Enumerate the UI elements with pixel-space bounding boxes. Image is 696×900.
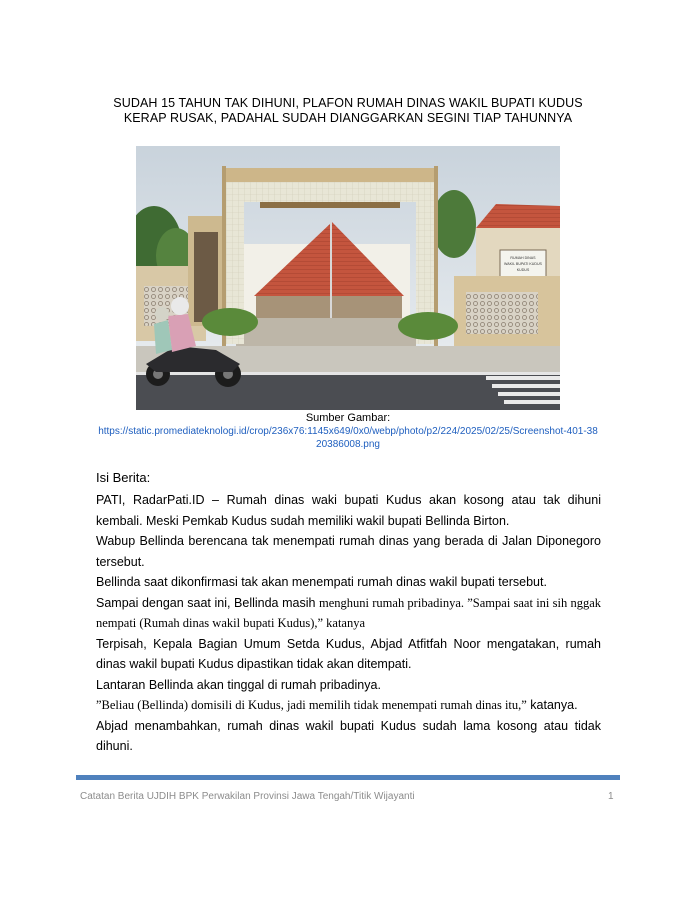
paragraph-1: PATI, RadarPati.ID – Rumah dinas waki bupati Kudus akan kosong atau tak dihuni kembali. Meski Pemkab Kudus sudah memiliki wakil bupati Bellinda Birton. [96,493,601,528]
paragraph-7-end: katanya. [526,698,578,712]
section-label: Isi Berita: [96,470,151,485]
paragraph-4-start: Sampai dengan saat ini, Bellinda masih [96,595,320,610]
image-source-link[interactable]: https://static.promediateknologi.id/crop/236x76:1145x649/0x0/webp/photo/p2/224/2025/02/25/Screenshot-401-3820386008.png [98,426,598,450]
signboard-line-2: WAKIL BUPATI KUDUS [504,262,542,266]
page-number: 1 [608,791,614,802]
paragraph-8: Abjad menambahkan, rumah dinas wakil bupati Kudus sudah lama kosong atau tidak dihuni. [96,718,601,753]
paragraph-7 [96,695,601,716]
paragraph-2: Wabup Bellinda berencana tak menempati rumah dinas yang berada di Jalan Diponegoro tersebut. [96,534,601,569]
paragraph-5: Terpisah, Kepala Bagian Umum Setda Kudus, Abjad Atfitfah Noor mengatakan, rumah dinas wakil bupati Kudus dipastikan tidak akan ditempati. [96,636,601,671]
paragraph-4 [96,593,601,634]
paragraph-3: Bellinda saat dikonfirmasi tak akan menempati rumah dinas wakil bupati tersebut. [96,575,547,589]
signboard-line-1: RUMAH DINAS [510,256,536,260]
footer-divider [76,775,620,780]
document-title: SUDAH 15 TAHUN TAK DIHUNI, PLAFON RUMAH DINAS WAKIL BUPATI KUDUS KERAP RUSAK, PADAHAL SUDAH DIANGGARKAN SEGINI TIAP TAHUNNYA [113,96,583,125]
news-photo [136,146,560,410]
paragraph-4-quote: menghuni rumah pribadinya. ”Sampai saat ini sih nggak nempati (Rumah dinas wakil bupati Kudus),” katanya [96,595,601,630]
paragraph-7-quote: ”Beliau (Bellinda) domisili di Kudus, jadi memilih tidak menempati rumah dinas itu,” [96,698,527,712]
article-body [96,490,601,757]
caption-label: Sumber Gambar: [305,412,391,424]
signboard-line-3: KUDUS [516,268,530,272]
paragraph-6: Lantaran Bellinda akan tinggal di rumah pribadinya. [96,677,381,692]
footer-text: Catatan Berita UJDIH BPK Perwakilan Provinsi Jawa Tengah/Titik Wijayanti [80,791,415,802]
